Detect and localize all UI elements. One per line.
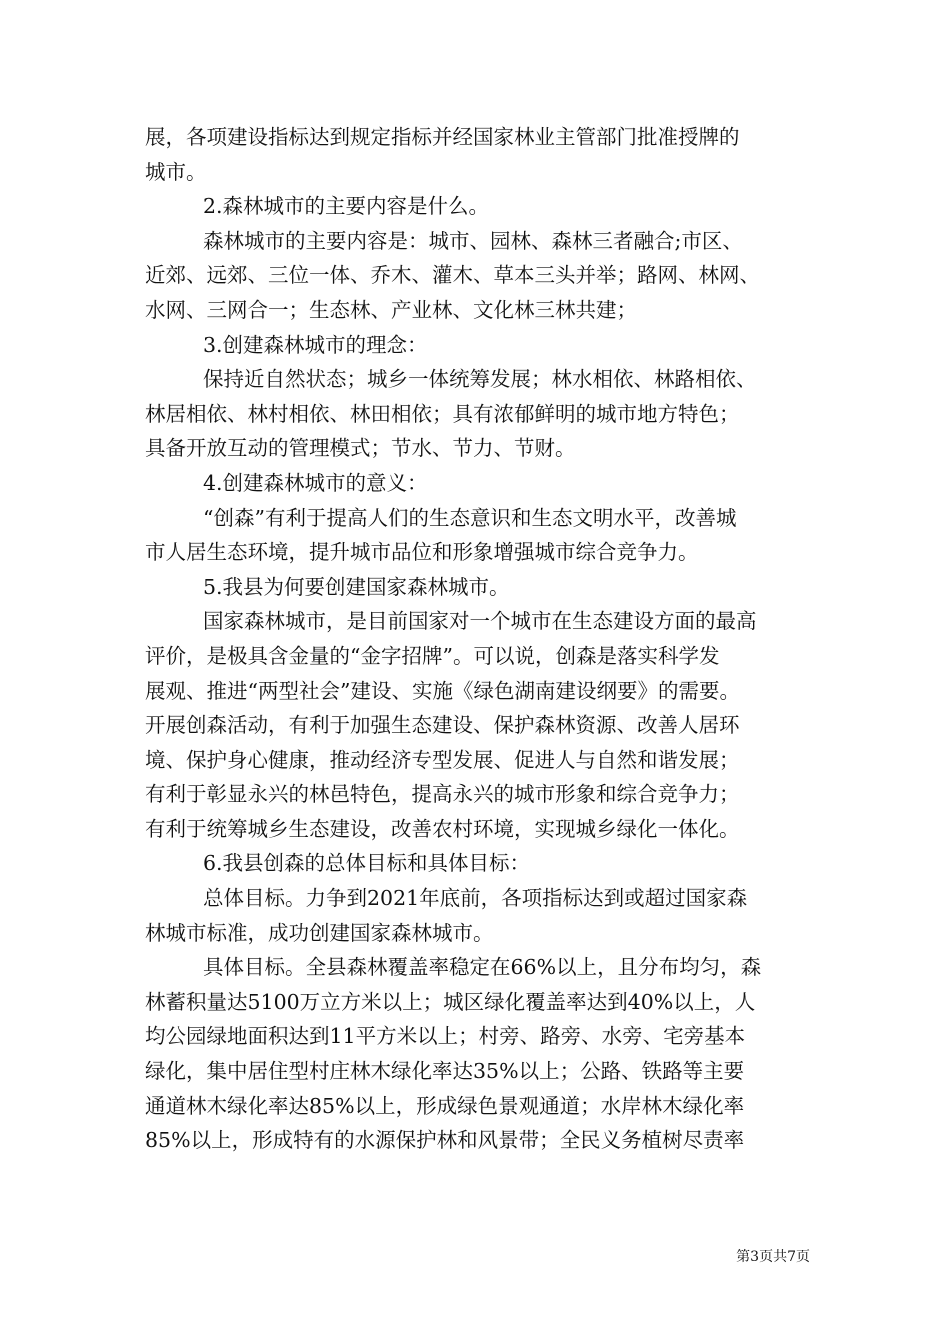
text-line: 林城市标准，成功创建国家森林城市。 <box>145 920 494 945</box>
text-line: 开展创森活动，有利于加强生态建设、保护森林资源、改善人居环 <box>145 713 740 738</box>
text-line: 评价，是极具含金量的“金字招牌”。可以说，创森是落实科学发 <box>145 643 720 668</box>
document-body <box>145 120 810 1158</box>
text-line: 展观、推进“两型社会”建设、实施《绿色湖南建设纲要》的需要。 <box>145 678 740 703</box>
text-line: 有利于统筹城乡生态建设，改善农村环境，实现城乡绿化一体化。 <box>145 816 740 841</box>
text-line: 均公园绿地面积达到11平方米以上；村旁、路旁、水旁、宅旁基本 <box>145 1024 746 1049</box>
text-line: “创森”有利于提高人们的生态意识和生态文明水平，改善城 <box>203 505 737 530</box>
text-line: 85%以上，形成特有的水源保护林和风景带；全民义务植树尽责率 <box>145 1128 745 1153</box>
text-line: 5.我县为何要创建国家森林城市。 <box>203 574 510 599</box>
text-line: 水网、三网合一；生态林、产业林、文化林三林共建； <box>145 297 637 322</box>
text-line: 具体目标。全县森林覆盖率稳定在66%以上，且分布均匀，森 <box>203 955 762 980</box>
text-line: 4.创建森林城市的意义： <box>203 470 428 495</box>
text-line: 2.森林城市的主要内容是什么。 <box>203 194 490 219</box>
text-line: 绿化，集中居住型村庄林木绿化率达35%以上；公路、铁路等主要 <box>145 1059 745 1084</box>
text-line: 境、保护身心健康，推动经济专型发展、促进人与自然和谐发展； <box>145 747 740 772</box>
text-line: 保持近自然状态；城乡一体统筹发展；林水相依、林路相依、 <box>203 367 757 392</box>
text-line: 市人居生态环境，提升城市品位和形象增强城市综合竞争力。 <box>145 540 699 565</box>
text-line: 林居相依、林村相依、林田相依；具有浓郁鲜明的城市地方特色； <box>145 401 740 426</box>
text-line: 城市。 <box>145 159 207 184</box>
text-line: 总体目标。力争到2021年底前，各项指标达到或超过国家森 <box>203 886 748 911</box>
text-line: 有利于彰显永兴的林邑特色，提高永兴的城市形象和综合竞争力； <box>145 782 740 807</box>
text-line: 3.创建森林城市的理念： <box>203 332 428 357</box>
text-line: 具备开放互动的管理模式；节水、节力、节财。 <box>145 436 576 461</box>
text-line: 近郊、远郊、三位一体、乔木、灌木、草本三头并举；路网、林网、 <box>145 263 760 288</box>
text-line: 林蓄积量达5100万立方米以上；城区绿化覆盖率达到40%以上，人 <box>145 989 756 1014</box>
text-line: 6.我县创森的总体目标和具体目标： <box>203 851 531 876</box>
text-line: 国家森林城市，是目前国家对一个城市在生态建设方面的最高 <box>203 609 757 634</box>
page-number: 第3页共7页 <box>736 1249 810 1265</box>
text-line: 森林城市的主要内容是：城市、园林、森林三者融合;市区、 <box>203 228 743 253</box>
text-line: 通道林木绿化率达85%以上，形成绿色景观通道；水岸林木绿化率 <box>145 1093 745 1118</box>
text-line: 展，各项建设指标达到规定指标并经国家林业主管部门批准授牌的 <box>145 125 740 149</box>
